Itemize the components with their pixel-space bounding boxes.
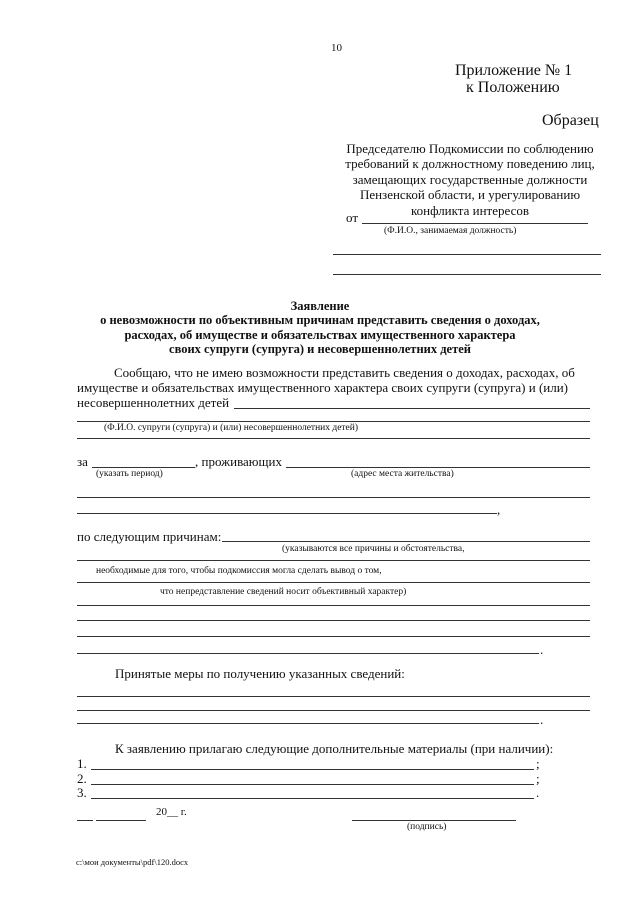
period-suffix: , проживающих — [195, 454, 282, 469]
appendix-line1: Приложение № 1 — [455, 62, 573, 79]
period-field-line[interactable] — [92, 467, 195, 468]
addressee-extra-line-1[interactable] — [333, 254, 601, 255]
field-line[interactable] — [77, 653, 539, 654]
addressee-block — [330, 141, 610, 218]
attach-item-1-number: 1. — [77, 756, 87, 771]
addressee-line: Пензенской области, и урегулированию — [359, 187, 581, 203]
addressee-line: замещающих государственные должности — [352, 171, 588, 187]
field-line[interactable] — [77, 696, 590, 697]
field-line[interactable] — [77, 560, 590, 561]
reasons-field-line[interactable] — [222, 541, 590, 542]
reasons-dot: . — [540, 642, 544, 657]
address-line-3[interactable] — [77, 513, 497, 514]
title-line3: расходах, об имуществе и обязательствах имущественного характера — [124, 327, 516, 342]
body-p1-line1: Сообщаю, что не имею возможности представить сведения о доходах, расходах, об — [114, 365, 575, 380]
date-text: 20__ г. — [156, 806, 187, 818]
children-field-line[interactable] — [234, 408, 590, 409]
addressee-line: Председателю Подкомиссии по соблюдению — [346, 141, 594, 156]
addressee-line: конфликта интересов — [410, 202, 530, 218]
field-line[interactable] — [77, 438, 590, 439]
field-line[interactable] — [77, 723, 539, 724]
from-label: от — [346, 210, 359, 225]
measures-dot: . — [540, 712, 544, 727]
field-line[interactable] — [77, 582, 590, 583]
hint-reasons-1: (указываются все причины и обстоятельства, — [282, 544, 465, 554]
addressee-line: требований к должностному поведению лиц, — [345, 156, 595, 172]
file-path: c:\мои документы\pdf\120.docx — [76, 857, 189, 867]
page-number: 10 — [331, 42, 342, 54]
hint-address: (адрес места жительства) — [351, 469, 454, 479]
from-hint: (Ф.И.О., занимаемая должность) — [384, 226, 517, 236]
date-day-line[interactable] — [77, 820, 93, 821]
attach-item-3-line[interactable] — [91, 798, 534, 799]
address-field-line[interactable] — [286, 467, 590, 468]
title-line4: своих супруги (супруга) и несовершеннолетних детей — [169, 341, 471, 356]
attach-item-1-line[interactable] — [91, 769, 534, 770]
hint-reasons-2: необходимые для того, чтобы подкомиссия могла сделать вывод о том, — [96, 566, 382, 576]
field-line[interactable] — [77, 636, 590, 637]
attach-item-3-end: . — [536, 785, 540, 800]
field-line[interactable] — [77, 421, 590, 422]
address-line-2[interactable] — [77, 497, 590, 498]
document-title — [60, 299, 580, 356]
hint-fio: (Ф.И.О. супруги (супруга) и (или) несовершеннолетних детей) — [104, 423, 359, 433]
field-line[interactable] — [77, 620, 590, 621]
hint-reasons-3: что непредставление сведений носит объективный характер) — [160, 587, 407, 597]
attach-label: К заявлению прилагаю следующие дополнительные материалы (при наличии): — [115, 741, 554, 756]
title-line2: о невозможности по объективным причинам представить сведения о доходах, — [100, 313, 540, 328]
attach-item-2-number: 2. — [77, 771, 87, 786]
addressee-extra-line-2[interactable] — [333, 274, 601, 275]
attach-item-3-number: 3. — [77, 785, 87, 800]
attach-item-2-line[interactable] — [91, 784, 534, 785]
measures-label: Принятые меры по получению указанных сведений: — [115, 666, 405, 681]
period-prefix: за — [77, 454, 88, 469]
attach-item-2-end: ; — [536, 771, 540, 786]
from-field-line[interactable] — [362, 223, 588, 224]
sample-label: Образец — [542, 112, 599, 129]
address-comma: , — [497, 502, 501, 517]
hint-period: (указать период) — [96, 469, 163, 479]
field-line[interactable] — [77, 605, 590, 606]
reasons-label: по следующим причинам: — [77, 529, 222, 544]
field-line[interactable] — [77, 710, 590, 711]
attach-item-1-end: ; — [536, 756, 540, 771]
signature-hint: (подпись) — [407, 822, 447, 832]
body-p1-line2: имуществе и обязательствах имущественного характера своих супруги (супруга) и (или) — [77, 380, 569, 395]
signature-line[interactable] — [352, 820, 516, 821]
title-line1: Заявление — [290, 299, 350, 313]
date-month-line[interactable] — [96, 820, 146, 821]
appendix-line2: к Положению — [466, 79, 560, 96]
body-p1-line3: несовершеннолетних детей — [77, 395, 230, 410]
